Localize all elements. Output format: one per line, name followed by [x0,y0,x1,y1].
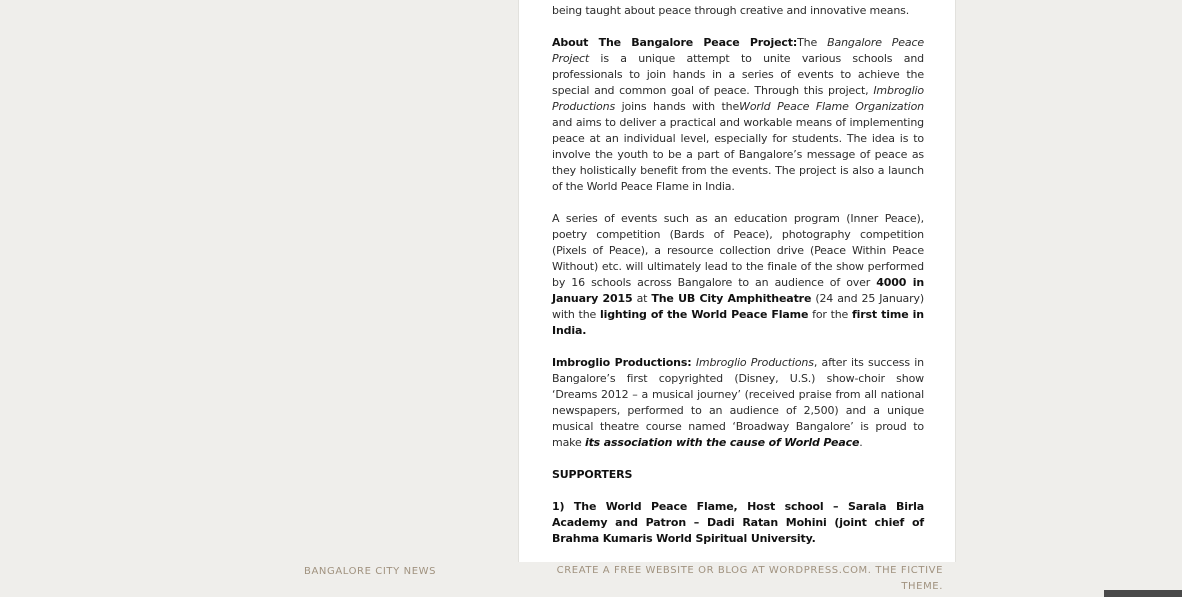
about-em-3: World Peace Flame Organization [739,100,924,113]
events-bold-2: The UB City Amphitheatre [651,292,812,305]
imbroglio-heading: Imbroglio Productions: [552,356,692,369]
supporter-1-text: 1) The World Peace Flame, Host school – Sarala Birla Academy and Patron – Dadi Ratan Mohini (joint chief of Brahma Kumaris World Spiritual University. [552,500,924,545]
about-heading: About The Bangalore Peace Project: [552,36,798,49]
events-bold-1: 4000 in January 2015 [552,276,925,305]
site-title-footer[interactable]: BANGALORE CITY NEWS [304,566,437,577]
events-text-4: for the [808,308,852,321]
events-paragraph [552,211,924,339]
about-em-1: Bangalore Peace Project [552,36,925,65]
imbroglio-em-1: Imbroglio Productions [695,356,814,369]
supporters-heading-text: SUPPORTERS [552,468,633,481]
about-paragraph [552,35,924,195]
imbroglio-text-2: . [859,436,863,449]
about-text-2: is a unique attempt to unite various schools and professionals to join hands in a series of events to achieve the special and common goal of peace. Through this project, [552,52,924,97]
events-bold-3: lighting of the World Peace Flame [599,308,809,321]
imbroglio-paragraph [552,355,924,451]
footer-credits [519,563,943,595]
theme-credit-link[interactable]: THE FICTIVE THEME. [875,565,943,592]
events-bold-4: first time in India. [552,308,924,337]
events-text-2: at [632,292,652,305]
supporter-1-paragraph [552,499,924,547]
imbroglio-bold-em: its association with the cause of World Peace [584,436,860,449]
corner-tab[interactable] [1104,590,1182,597]
supporters-heading [552,467,924,483]
events-text-3: (24 and 25 January) with the [552,292,924,321]
intro-paragraph: being taught about peace through creative and innovative means. [552,4,910,17]
events-text-1: A series of events such as an education program (Inner Peace), poetry competition (Bards of Peace), photography competition (Pixels of Peace), a resource collection drive (Peace Within Peace Without) etc. will ultimately lead to the finale of the show performed by 16 schools across Bangalore to an audience of over [552,212,924,289]
content-column [518,0,956,562]
imbroglio-text-1: , after its success in Bangalore’s first copyrighted (Disney, U.S.) show-choir show ‘Dreams 2012 – a musical journey’ (received praise from all national newspapers, performed to an audience of 2,500) and a unique musical theatre course named ‘Broadway Bangalore’ is proud to make [552,356,924,449]
about-text-1: The [797,36,828,49]
wordpress-credit-link[interactable]: CREATE A FREE WEBSITE OR BLOG AT WORDPRESS.COM. [556,565,872,576]
post-entry [552,0,924,562]
about-em-2: Imbroglio Productions [552,84,924,113]
about-text-4: and aims to deliver a practical and workable means of implementing peace at an individual level, especially for students. The idea is to involve the youth to be a part of Bangalore’s message of peace as they holistically benefit from the events. The project is also a launch of the World Peace Flame in India. [552,116,924,193]
about-text-3: joins hands with the [615,100,740,113]
